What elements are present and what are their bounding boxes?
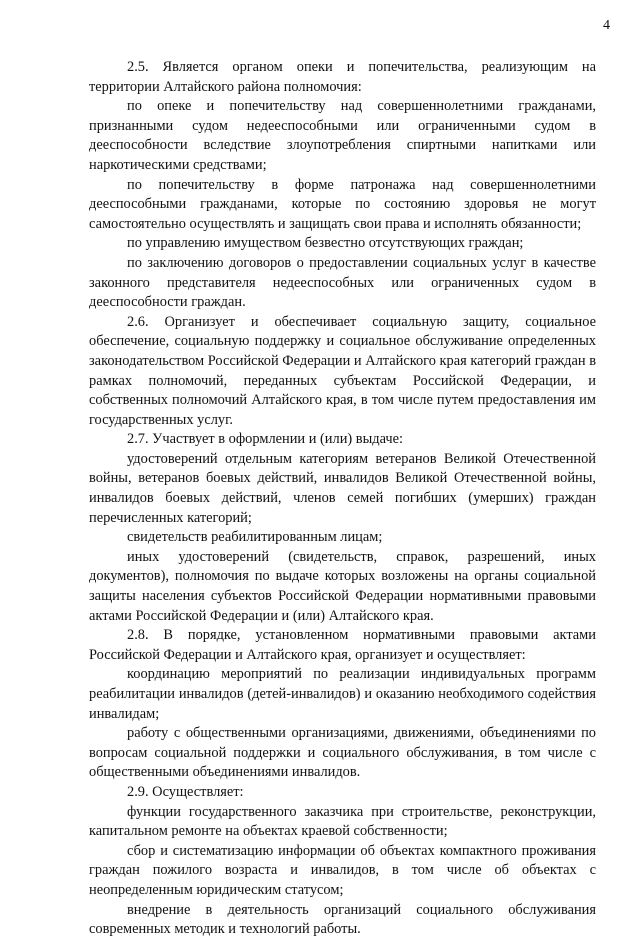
paragraph-2-8: 2.8. В порядке, установленном нормативными правовыми актами Российской Федерации и Алтайского края, организует и осуществляет:: [89, 627, 596, 663]
paragraph-rehabilitated-certificates: свидетельств реабилитированным лицам;: [127, 529, 383, 546]
document-body: [89, 58, 596, 940]
paragraph-property-management: по управлению имуществом безвестно отсутствующих граждан;: [127, 235, 524, 252]
page-number: 4: [603, 18, 610, 33]
paragraph-2-9: 2.9. Осуществляет:: [127, 783, 244, 800]
paragraph-2-5: 2.5. Является органом опеки и попечительства, реализующим на территории Алтайского района полномочия:: [89, 59, 596, 95]
paragraph-guardianship: по опеке и попечительству над совершеннолетними гражданами, признанными судом недееспособными или ограниченными судом в дееспособности вследствие злоупотребления спиртными напитками или наркотическими средствами;: [89, 98, 596, 173]
paragraph-information-collection: сбор и систематизацию информации об объектах компактного проживания граждан пожилого возраста и инвалидов, в том числе об объектах с неопределенным юридическим статусом;: [89, 842, 596, 898]
paragraph-public-organizations: работу с общественными организациями, движениями, объединениями по вопросам социальной поддержки и социального обслуживания, в том числе с общественными объединениями инвалидов.: [89, 725, 596, 781]
paragraph-rehabilitation-programs: координацию мероприятий по реализации индивидуальных программ реабилитации инвалидов (детей-инвалидов) и оказанию необходимого содействия инвалидам;: [89, 666, 596, 722]
paragraph-state-customer: функции государственного заказчика при строительстве, реконструкции, капитальном ремонте на объектах краевой собственности;: [89, 803, 596, 840]
paragraph-veteran-certificates: удостоверений отдельным категориям ветеранов Великой Отечественной войны, ветеранов боевых действий, инвалидов Великой Отечественной войны, инвалидов боевых действий, членов семей погибших (умерших) граждан перечисленных категорий;: [89, 450, 596, 526]
paragraph-2-7: 2.7. Участвует в оформлении и (или) выдаче:: [127, 431, 403, 448]
paragraph-2-6: 2.6. Организует и обеспечивает социальную защиту, социальное обеспечение, социальную поддержку и социальное обслуживание определенных законодательством Российской Федерации и Алтайского края категорий граждан в рамках полномочий, переданных субъектам Российской Федерации, и собственных полномочий Алтайского края, в том числе путем предоставления им государственных услуг.: [89, 313, 596, 428]
paragraph-methods-introduction: внедрение в деятельность организаций социального обслуживания современных методик и технологий работы.: [89, 901, 596, 938]
paragraph-other-documents: иных удостоверений (свидетельств, справок, разрешений, иных документов), полномочия по выдаче которых возложены на органы социальной защиты населения субъектов Российской Федерации нормативными правовыми актами Российской Федерации и (или) Алтайского края.: [89, 548, 596, 624]
paragraph-patronage: по попечительству в форме патронажа над совершеннолетними дееспособными гражданами, которые по состоянию здоровья не могут самостоятельно осуществлять и защищать свои права и исполнять обязанности;: [89, 176, 596, 232]
paragraph-social-contracts: по заключению договоров о предоставлении социальных услуг в качестве законного представителя недееспособных или ограниченных судом в дееспособности граждан.: [89, 254, 596, 311]
